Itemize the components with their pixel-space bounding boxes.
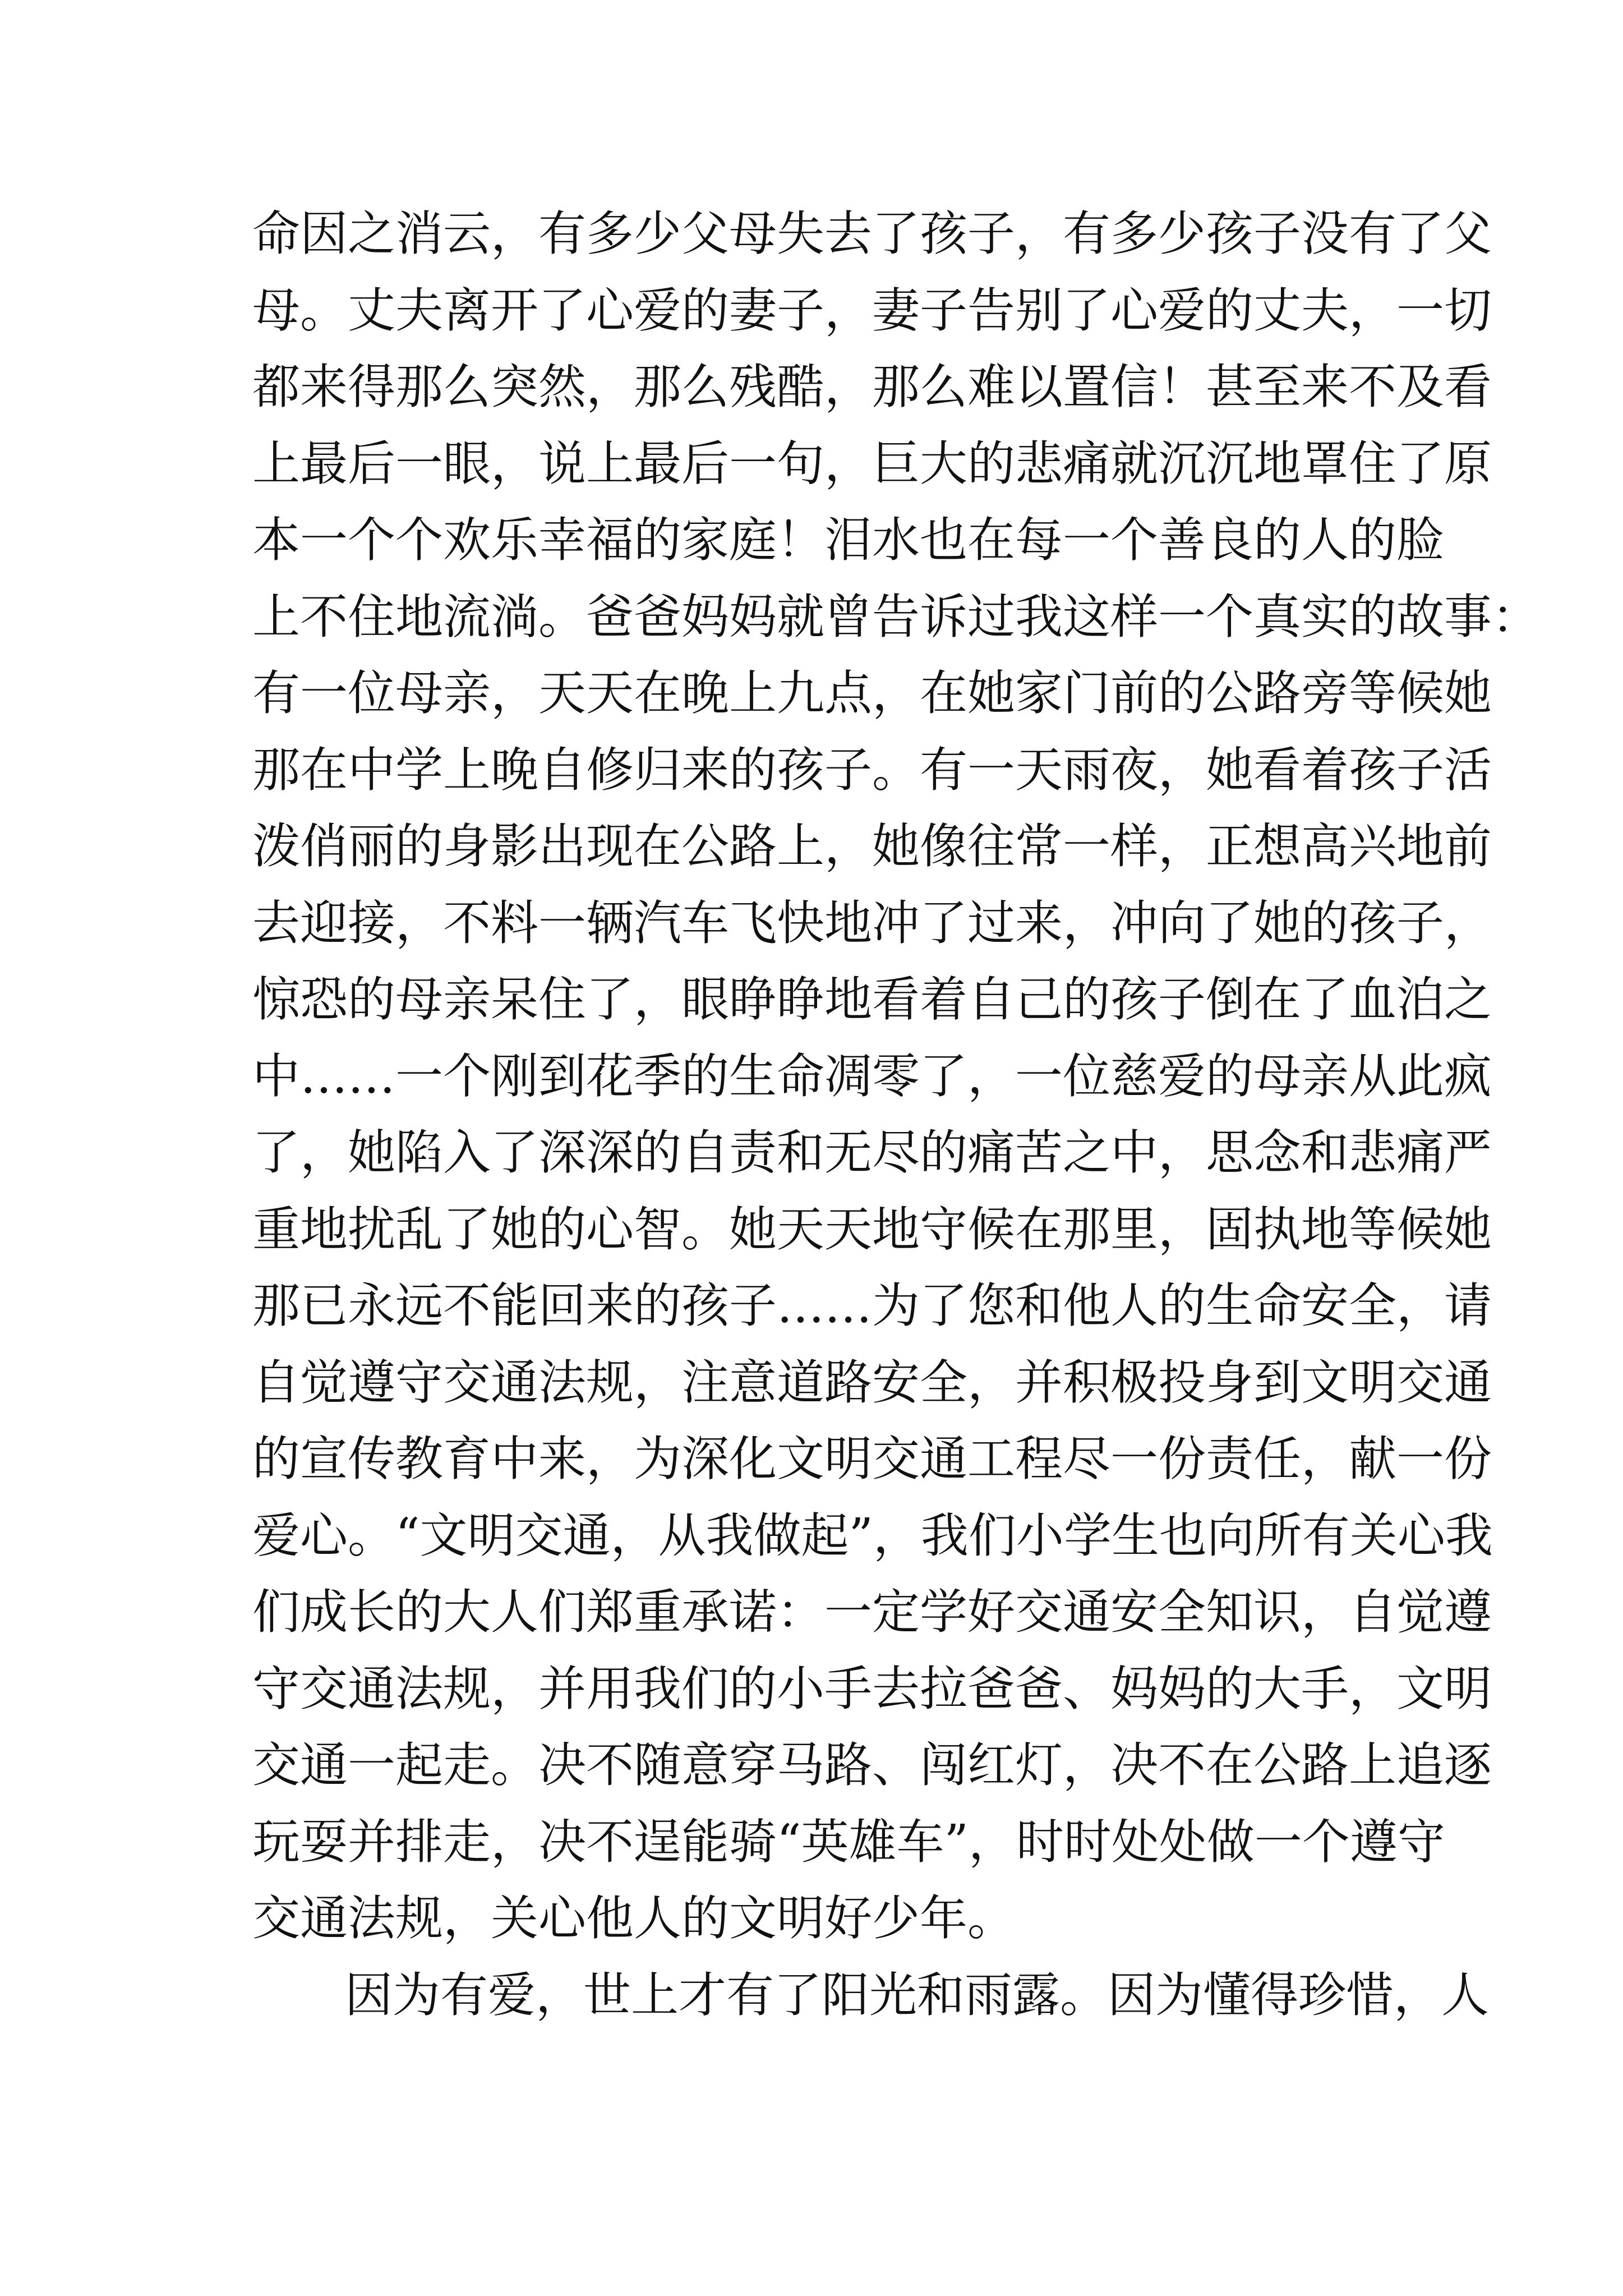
paragraph-2 [252, 1958, 1490, 2035]
text-line: 惊恐的母亲呆住了，眼睁睁地看着自己的孩子倒在了血泊之 [252, 972, 1492, 1028]
text-line: 中……一个刚到花季的生命凋零了，一位慈爱的母亲从此疯 [252, 1048, 1492, 1105]
text-line: 玩耍并排走，决不逞能骑“英雄车”，时时处处做一个遵守 [252, 1814, 1445, 1870]
text-line: 那在中学上晚自修归来的孩子。有一天雨夜，她看着孩子活 [252, 742, 1492, 798]
text-line: 了，她陷入了深深的自责和无尽的痛苦之中，思念和悲痛严 [252, 1125, 1492, 1181]
text-line: 命因之消云，有多少父母失去了孩子，有多少孩子没有了父 [252, 206, 1492, 262]
text-line: 那已永远不能回来的孩子……为了您和他人的生命安全，请 [252, 1278, 1492, 1334]
text-line: 泼俏丽的身影出现在公路上，她像往常一样，正想高兴地前 [252, 819, 1492, 875]
text-line: 母。丈夫离开了心爱的妻子，妻子告别了心爱的丈夫，一切 [252, 283, 1492, 339]
text-line: 因为有爱，世上才有了阳光和雨露。因为懂得珍惜，人 [345, 1967, 1490, 2023]
text-line: 们成长的大人们郑重承诺：一定学好交通安全知识，自觉遵 [252, 1585, 1492, 1640]
text-line: 上最后一眼，说上最后一句，巨大的悲痛就沉沉地罩住了原 [252, 436, 1492, 492]
text-line: 重地扰乱了她的心智。她天天地守候在那里，固执地等候她 [252, 1202, 1492, 1258]
text-line: 爱心。“文明交通，从我做起”，我们小学生也向所有关心我 [252, 1508, 1493, 1564]
text-line: 去迎接，不料一辆汽车飞快地冲了过来，冲向了她的孩子， [252, 895, 1492, 951]
paragraph-1 [252, 196, 1540, 1958]
text-line: 守交通法规，并用我们的小手去拉爸爸、妈妈的大手，文明 [252, 1661, 1492, 1717]
text-line: 上不住地流淌。爸爸妈妈就曾告诉过我这样一个真实的故事： [252, 589, 1540, 645]
text-line: 本一个个欢乐幸福的家庭！泪水也在每一个善良的人的脸 [252, 513, 1445, 568]
text-line: 都来得那么突然，那么残酷，那么难以置信！甚至来不及看 [252, 360, 1492, 415]
text-line: 自觉遵守交通法规，注意道路安全，并积极投身到文明交通 [252, 1355, 1492, 1411]
text-line: 的宣传教育中来，为深化文明交通工程尽一份责任，献一份 [252, 1432, 1492, 1487]
text-line: 交通一起走。决不随意穿马路、闯红灯，决不在公路上追逐 [252, 1738, 1492, 1793]
text-line: 有一位母亲，天天在晚上九点，在她家门前的公路旁等候她 [252, 666, 1492, 721]
body-text [252, 196, 1540, 2034]
text-line: 交通法规，关心他人的文明好少年。 [252, 1891, 1016, 1947]
